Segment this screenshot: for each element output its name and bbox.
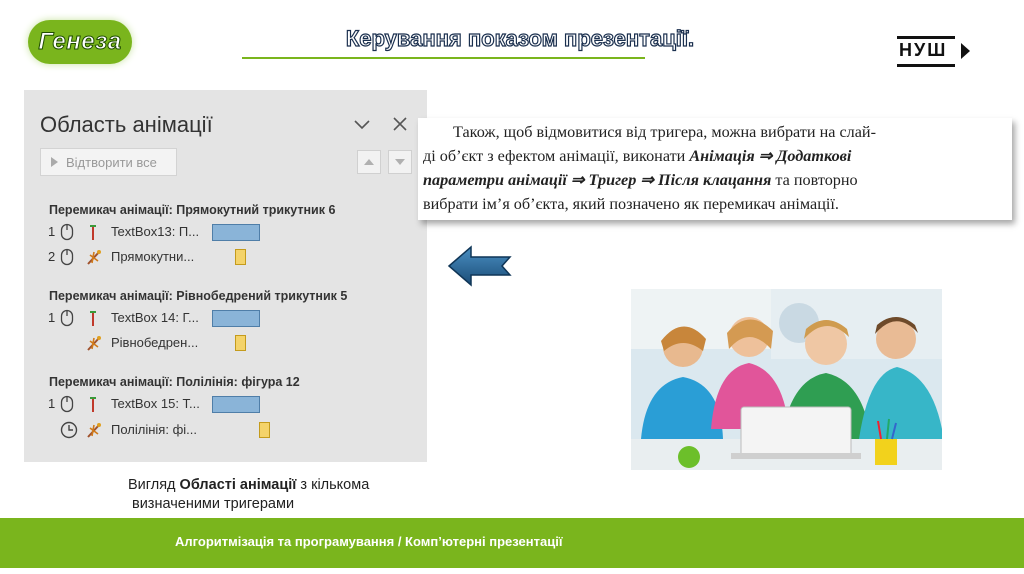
timing-bar-blue — [212, 396, 260, 413]
footer-text: Алгоритмізація та програмування / Комп’ютерні презентації — [175, 534, 563, 549]
excerpt-line-1: Також, щоб відмовитися від тригера, можна вибрати на слай- — [453, 123, 876, 141]
excerpt-line-2b: Анімація ⇒ Додаткові — [689, 147, 852, 165]
chevron-down-icon[interactable] — [354, 116, 370, 132]
slide-title: Керування показом презентації. — [345, 26, 695, 51]
title-underline — [242, 57, 645, 59]
nush-arrow-icon — [961, 43, 970, 59]
excerpt-line-2 — [423, 147, 851, 165]
excerpt-line-3b: та повторно — [771, 171, 858, 189]
excerpt-line-4: вибрати ім’я об’єкта, який позначено як перемикач анімації. — [423, 195, 839, 213]
animation-row[interactable] — [48, 419, 408, 441]
mouse-icon — [60, 223, 74, 241]
pane-title: Область анімації — [40, 112, 213, 137]
nush-logo — [897, 36, 977, 70]
row-label: Полілінія: фі... — [111, 422, 197, 437]
emphasis-effect-icon — [85, 394, 101, 414]
play-all-label: Відтворити все — [66, 154, 157, 170]
move-down-button[interactable] — [388, 150, 412, 174]
timing-bar-yellow — [235, 249, 246, 265]
footer-bar — [0, 518, 1024, 568]
caption-pre: Вигляд — [128, 477, 180, 493]
motion-effect-icon — [85, 247, 103, 267]
animation-row[interactable] — [48, 393, 408, 415]
triangle-up-icon — [363, 158, 375, 166]
row-number: 1 — [48, 224, 56, 239]
timing-bar-yellow — [235, 335, 246, 351]
pane-caption — [128, 476, 448, 514]
timing-bar-blue — [212, 310, 260, 327]
play-all-button[interactable] — [40, 148, 177, 176]
caption-line-2: визначеними тригерами — [132, 496, 295, 512]
trigger-heading-3: Перемикач анімації: Полілінія: фігура 12 — [49, 375, 300, 389]
triangle-down-icon — [394, 158, 406, 166]
mouse-icon — [60, 248, 74, 266]
move-up-button[interactable] — [357, 150, 381, 174]
play-icon — [51, 157, 58, 167]
emphasis-effect-icon — [85, 308, 101, 328]
animation-row[interactable] — [48, 221, 408, 243]
row-label: TextBox 14: Г... — [111, 310, 199, 325]
animation-pane — [24, 90, 427, 462]
row-number: 1 — [48, 310, 56, 325]
left-arrow-icon — [447, 245, 513, 287]
motion-effect-icon — [85, 333, 103, 353]
children-photo — [631, 289, 942, 470]
excerpt-line-3 — [423, 171, 858, 189]
row-number: 1 — [48, 396, 56, 411]
nush-bottom-bar — [897, 64, 955, 67]
trigger-heading-2: Перемикач анімації: Рівнобедрений трикутник 5 — [49, 289, 348, 303]
timing-bar-yellow — [259, 422, 270, 438]
mouse-icon — [60, 309, 74, 327]
caption-post: з кількома — [296, 477, 370, 493]
nush-text: НУШ — [899, 40, 948, 60]
row-label: Прямокутни... — [111, 249, 195, 264]
row-label: Рівнобедрен... — [111, 335, 199, 350]
row-label: TextBox 15: Т... — [111, 396, 200, 411]
geneza-logo — [28, 20, 132, 64]
animation-row[interactable] — [48, 332, 408, 354]
row-label: TextBox13: П... — [111, 224, 200, 239]
emphasis-effect-icon — [85, 222, 101, 242]
excerpt-line-3a: параметри анімації ⇒ Тригер ⇒ Після клацання — [423, 171, 772, 189]
excerpt-line-2a: ді об’єкт з ефектом анімації, виконати — [423, 147, 690, 165]
timing-bar-blue — [212, 224, 260, 241]
animation-row[interactable] — [48, 246, 408, 268]
close-icon[interactable] — [392, 116, 408, 132]
trigger-heading-1: Перемикач анімації: Прямокутний трикутник 6 — [49, 203, 336, 217]
motion-effect-icon — [85, 420, 103, 440]
textbook-excerpt — [418, 118, 1012, 220]
mouse-icon — [60, 395, 74, 413]
logo-text: Генеза — [38, 28, 122, 55]
clock-icon — [60, 421, 78, 439]
animation-row[interactable] — [48, 307, 408, 329]
nush-top-bar — [897, 36, 955, 39]
row-number: 2 — [48, 249, 56, 264]
caption-line-1 — [128, 476, 448, 495]
caption-bold: Області анімації — [179, 477, 297, 493]
